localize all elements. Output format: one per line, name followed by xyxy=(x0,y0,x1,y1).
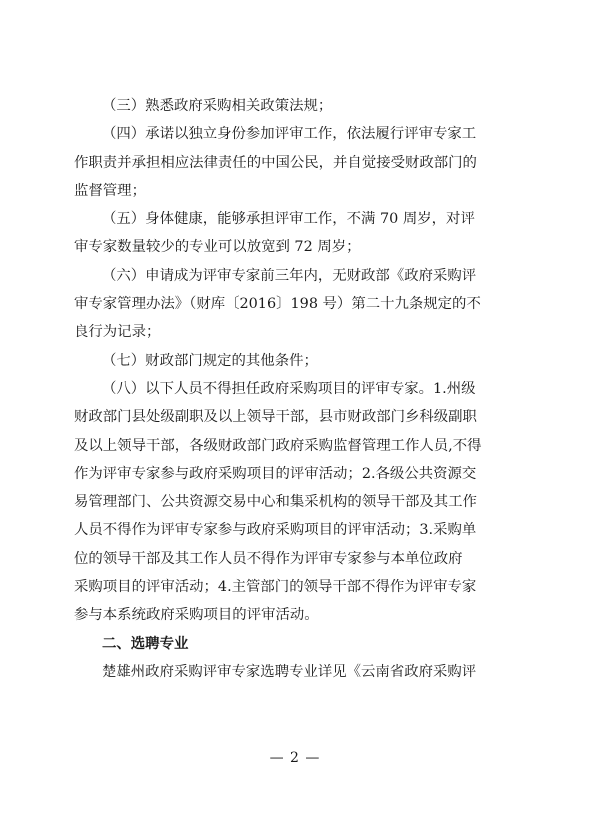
paragraph-line: 人员不得作为评审专家参与政府采购项目的评审活动；3.采购单 xyxy=(74,522,477,539)
paragraph-line: 楚雄州政府采购评审专家选聘专业详见《云南省政府采购评 xyxy=(102,663,477,680)
paragraph-line: 易管理部门、公共资源交易中心和集采机构的领导干部及其工作 xyxy=(74,494,477,511)
paragraph-line: 监督管理； xyxy=(74,182,146,199)
paragraph-line: 作为评审专家参与政府采购项目的评审活动；2.各级公共资源交 xyxy=(74,465,477,482)
paragraph-line: 及以上领导干部，各级财政部门政府采购监督管理工作人员,不得 xyxy=(74,437,482,454)
paragraph-item-4: （四）承诺以独立身份参加评审工作，依法履行评审专家工 xyxy=(102,126,477,143)
paragraph-line: 参与本系统政府采购项目的评审活动。 xyxy=(74,607,319,624)
paragraph-line: 良行为记录； xyxy=(74,324,161,341)
paragraph-item-3: （三）熟悉政府采购相关政策法规； xyxy=(102,98,333,114)
paragraph-line: 采购项目的评审活动；4.主管部门的领导干部不得作为评审专家 xyxy=(74,579,477,596)
page-number: — 2 — xyxy=(269,750,321,766)
paragraph-line: 审专家数量较少的专业可以放宽到 72 周岁； xyxy=(74,239,361,256)
paragraph-item-5: （五）身体健康，能够承担评审工作，不满 70 周岁，对评 xyxy=(102,211,475,228)
paragraph-line: 位的领导干部及其工作人员不得作为评审专家参与本单位政府 xyxy=(74,550,463,567)
paragraph-line: 审专家管理办法》（财库〔2016〕198 号）第二十九条规定的不 xyxy=(74,296,481,313)
paragraph-line: 作职责并承担相应法律责任的中国公民，并自觉接受财政部门的 xyxy=(74,154,477,171)
paragraph-line: 财政部门县处级副职及以上领导干部，县市财政部门乡科级副职 xyxy=(74,409,477,426)
paragraph-item-7: （七）财政部门规定的其他条件； xyxy=(102,352,318,369)
paragraph-item-8: （八）以下人员不得担任政府采购项目的评审专家。1.州级 xyxy=(102,380,476,397)
section-heading: 二、选聘专业 xyxy=(102,635,189,652)
document-body xyxy=(74,92,520,686)
paragraph-item-6: （六）申请成为评审专家前三年内，无财政部《政府采购评 xyxy=(102,267,477,284)
